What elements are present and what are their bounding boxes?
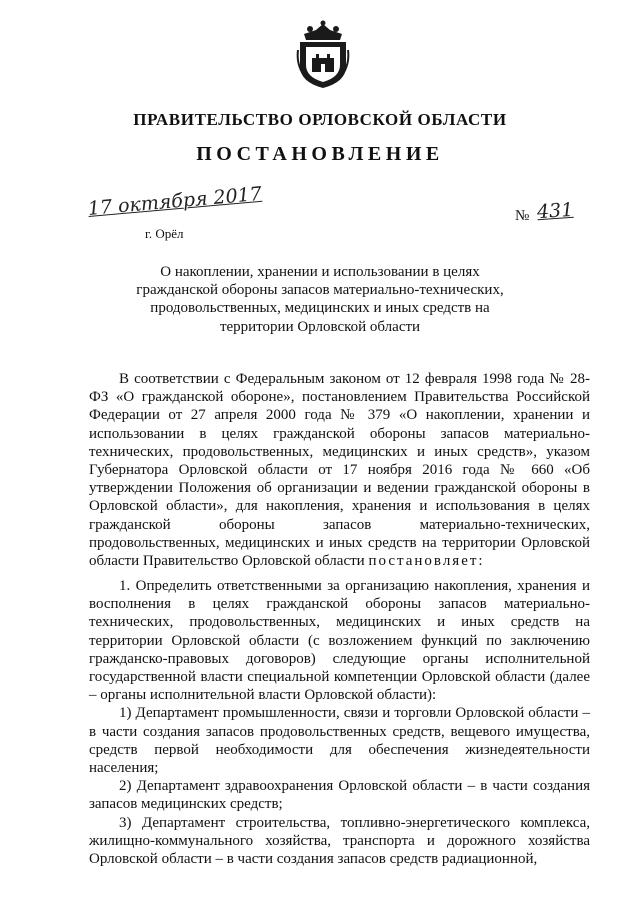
resolution-items <box>89 577 590 868</box>
preamble-block <box>89 370 590 570</box>
paragraph-subitem-1: 1) Департамент промышленности, связи и торговли Орловской области – в части создания запасов продовольственных средств, вещевого имущества, средств первой необходимости для обеспечения жизнедеятельности населения; <box>89 705 590 777</box>
handwritten-date: 17 октября 2017 <box>87 182 263 220</box>
preamble-paragraph <box>89 370 590 570</box>
paragraph-item-1: 1. Определить ответственными за организацию накопления, хранения и восполнения в целях гражданской обороны запасов материально-технических, продовольственных, медицинских и иных средств на территории Орловской области (с возложением функций по заключению гражданско-правовых договоров) следующие органы исполнительной государственной власти специальной компетенции Орловской области (далее – органы исполнительной власти Орловской области): <box>89 578 590 704</box>
paragraph-subitem-3: 3) Департамент строительства, топливно-энергетического комплекса, жилищно-коммунального хозяйства, транспорта и дорожного хозяйства Орловской области – в части создания запасов средств радиационной, <box>89 814 590 868</box>
handwritten-document-number: 431 <box>536 198 574 224</box>
document-type-title: ПОСТАНОВЛЕНИЕ <box>196 143 444 165</box>
organization-title: ПРАВИТЕЛЬСТВО ОРЛОВСКОЙ ОБЛАСТИ <box>133 110 507 129</box>
paragraph-subitem-2: 2) Департамент здравоохранения Орловской области – в части создания запасов медицинских средств; <box>89 778 590 813</box>
document-number-label: № <box>515 208 530 224</box>
city-label: г. Орёл <box>145 226 184 241</box>
coat-of-arms-emblem <box>296 20 350 90</box>
preamble-text: В соответствии с Федеральным законом от 12 февраля 1998 года № 28-ФЗ «О гражданской обороне», постановлением Правительства Российской Федерации от 27 апреля 2000 года № 379 «О накоплении, хранении и использовании в целях гражданской обороны запасов материально-технических, продовольственных, медицинских и иных средств», указом Губернатора Орловской области от 17 ноября 2016 года № 660 «Об утверждении Положения об организации и ведении гражданской обороны в Орловской области», для накопления, хранения и использования в целях гражданской обороны запасов материально-технических, продовольственных, медицинских и иных средств на территории Орловской области Правительство Орловской области <box>89 371 590 570</box>
resolves-keyword: постановляет: <box>368 553 485 570</box>
document-subject: О накоплении, хранении и использовании в целях гражданской обороны запасов материально-технических, продовольственных, медицинских и иных средств на территории Орловской области <box>136 264 504 335</box>
